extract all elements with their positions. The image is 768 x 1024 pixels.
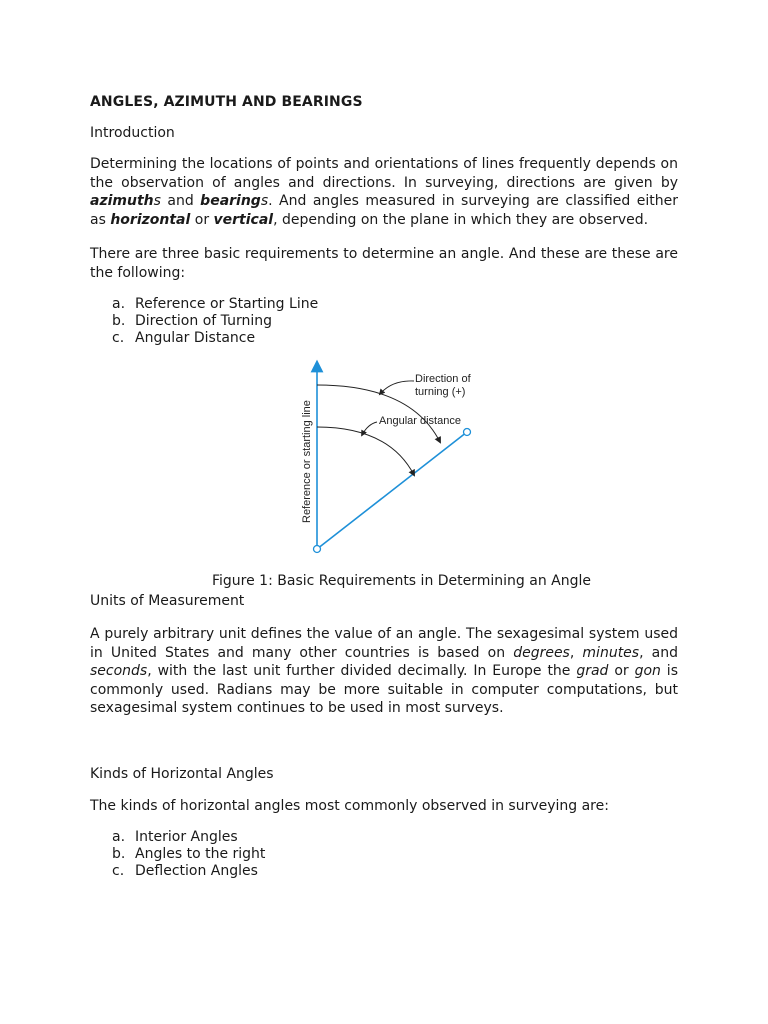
angle-diagram xyxy=(296,358,486,558)
angular-leader xyxy=(362,422,377,435)
bearing-term: bearing xyxy=(200,193,261,209)
section-heading-introduction: Introduction xyxy=(90,125,175,141)
angle-requirements-figure xyxy=(296,358,486,558)
horizontal-term: horizontal xyxy=(110,211,191,228)
list-marker: c. xyxy=(112,329,125,346)
units-sep-2: , and xyxy=(639,644,678,661)
angular-distance-label: Angular distance xyxy=(379,415,461,427)
seconds-term: seconds xyxy=(90,663,148,679)
turning-label-line1: Direction of xyxy=(415,373,471,385)
vertical-term: vertical xyxy=(213,211,274,228)
list-item-text: Deflection Angles xyxy=(135,862,258,879)
units-text-or: or xyxy=(608,663,635,679)
units-text-1: A purely arbitrary unit defines the value of an angle. The sexagesimal system used in United States and many other countries is based on xyxy=(90,626,678,661)
section-heading-units: Units of Measurement xyxy=(90,593,245,609)
list-item xyxy=(112,296,318,313)
intro-text-3: , depending on the plane in which they are observed. xyxy=(273,211,649,228)
end-point xyxy=(464,429,471,436)
bearing-suffix: s xyxy=(260,193,269,209)
intro-text-1: Determining the locations of points and orientations of lines frequently depends on the observation of angles and directions. In surveying, directions are given by xyxy=(90,156,678,191)
list-item xyxy=(112,829,265,846)
list-marker: b. xyxy=(112,312,126,329)
list-item xyxy=(112,313,318,330)
intro-text-2: . And angles measured in surveying are classified either as xyxy=(90,193,679,228)
page-title: ANGLES, AZIMUTH AND BEARINGS xyxy=(90,94,363,110)
turning-leader xyxy=(380,381,414,394)
vertex-point xyxy=(314,546,321,553)
intro-text-or: or xyxy=(190,211,214,228)
list-item-text: Reference or Starting Line xyxy=(135,296,319,312)
intro-text-and: and xyxy=(160,193,201,209)
reference-line-label: Reference or starting line xyxy=(301,400,313,523)
turning-label-line2: turning (+) xyxy=(415,386,466,398)
requirements-list xyxy=(112,296,318,346)
degrees-term: degrees xyxy=(513,644,570,661)
azimuth-suffix: s xyxy=(153,193,161,209)
kinds-list xyxy=(112,829,265,879)
list-marker: c. xyxy=(112,862,125,879)
list-item-text: Angular Distance xyxy=(135,329,256,346)
gon-term: gon xyxy=(634,663,661,679)
minutes-term: minutes xyxy=(582,644,640,661)
kinds-paragraph: The kinds of horizontal angles most commonly observed in surveying are: xyxy=(90,798,609,814)
grad-term: grad xyxy=(576,663,609,679)
list-item-text: Direction of Turning xyxy=(135,312,272,329)
list-marker: a. xyxy=(112,829,126,845)
azimuth-term: azimuth xyxy=(90,193,154,209)
list-marker: b. xyxy=(112,845,126,862)
list-item xyxy=(112,330,318,347)
list-item xyxy=(112,863,265,880)
units-sep-1: , xyxy=(569,644,583,661)
list-item-text: Angles to the right xyxy=(135,845,266,862)
angular-distance-arc xyxy=(317,427,414,475)
observed-line xyxy=(317,432,467,549)
figure-caption: Figure 1: Basic Requirements in Determining an Angle xyxy=(211,573,592,589)
units-paragraph xyxy=(90,625,678,718)
units-text-3: is commonly used. Radians may be more suitable in computer computations, but sexagesimal system continues to be used in most surveys. xyxy=(90,663,678,716)
requirements-paragraph: There are three basic requirements to determine an angle. And these are these are the following: xyxy=(90,246,678,281)
list-marker: a. xyxy=(112,296,126,312)
list-item xyxy=(112,846,265,863)
section-heading-kinds: Kinds of Horizontal Angles xyxy=(90,766,274,782)
units-text-2: , with the last unit further divided decimally. In Europe the xyxy=(147,663,577,679)
intro-paragraph xyxy=(90,155,678,229)
list-item-text: Interior Angles xyxy=(135,829,238,845)
